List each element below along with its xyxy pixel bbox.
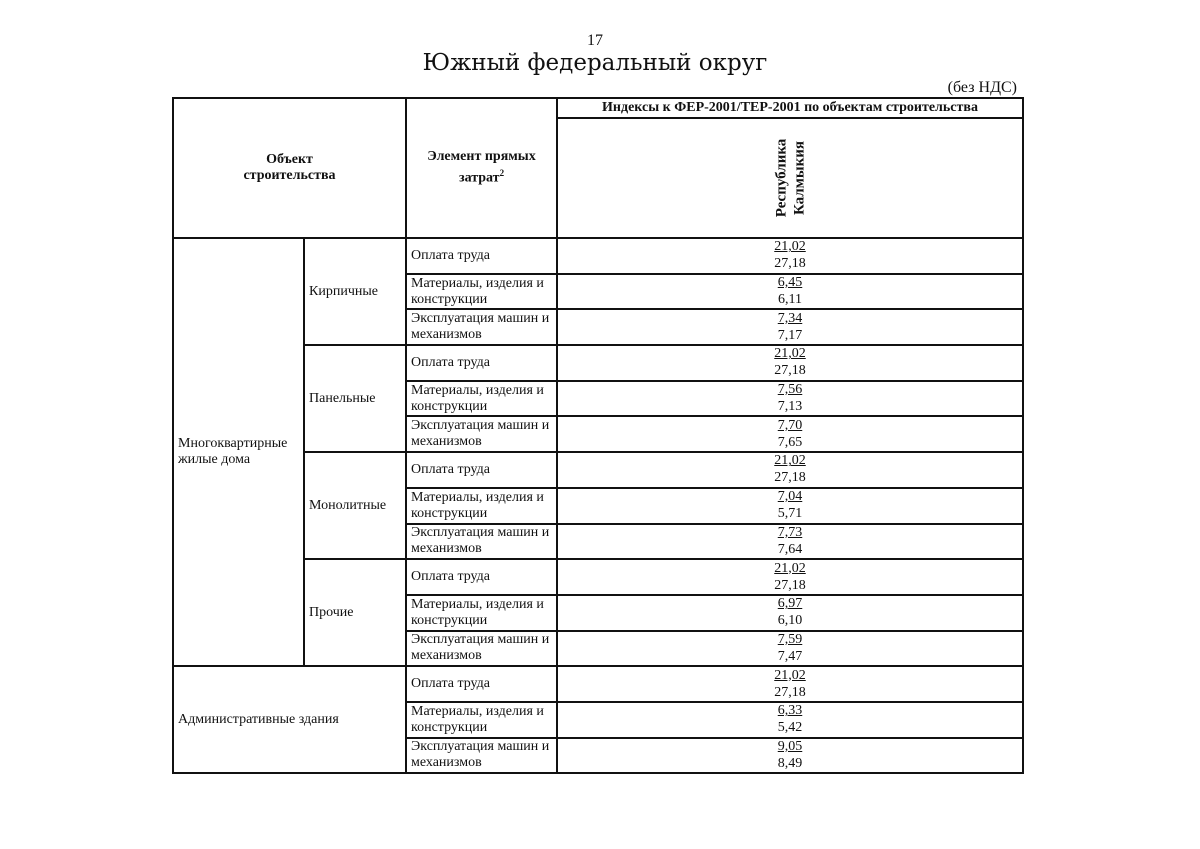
element-cell: Материалы, изделия и конструкции bbox=[406, 381, 557, 417]
value-previous: 7,64 bbox=[777, 541, 803, 557]
header-object-label: Объект строительства bbox=[243, 152, 336, 183]
value-previous: 6,11 bbox=[778, 292, 802, 308]
element-cell: Эксплуатация машин и механизмов bbox=[406, 416, 557, 452]
header-index-group: Индексы к ФЕР-2001/ТЕР-2001 по объектам строительства bbox=[557, 98, 1023, 118]
vat-note: (без НДС) bbox=[947, 79, 1017, 96]
value-cell bbox=[557, 309, 1023, 345]
value-cell bbox=[557, 631, 1023, 667]
element-cell: Оплата труда bbox=[406, 452, 557, 488]
element-cell: Оплата труда bbox=[406, 238, 557, 274]
value-current: 6,33 bbox=[777, 703, 803, 719]
value-cell bbox=[557, 524, 1023, 560]
header-region-line1: Республика bbox=[772, 138, 789, 218]
header-object bbox=[173, 98, 406, 238]
element-cell: Оплата труда bbox=[406, 666, 557, 702]
value-current: 7,04 bbox=[777, 489, 803, 505]
header-region-text bbox=[772, 139, 808, 218]
category-label: Административные здания bbox=[178, 711, 339, 727]
element-cell: Материалы, изделия и конструкции bbox=[406, 702, 557, 738]
value-previous: 7,47 bbox=[777, 648, 803, 664]
value-previous: 5,42 bbox=[777, 720, 803, 736]
value-current: 7,56 bbox=[777, 382, 803, 398]
element-cell: Оплата труда bbox=[406, 345, 557, 381]
element-cell: Материалы, изделия и конструкции bbox=[406, 595, 557, 631]
element-cell: Эксплуатация машин и механизмов bbox=[406, 738, 557, 774]
value-previous: 27,18 bbox=[774, 684, 806, 700]
value-current: 21,02 bbox=[774, 667, 806, 683]
value-current: 9,05 bbox=[777, 738, 803, 754]
value-cell bbox=[557, 416, 1023, 452]
header-region-line2: Калмыкия bbox=[790, 140, 807, 216]
value-previous: 7,17 bbox=[777, 327, 803, 343]
value-cell bbox=[557, 666, 1023, 702]
element-cell: Эксплуатация машин и механизмов bbox=[406, 309, 557, 345]
value-cell bbox=[557, 488, 1023, 524]
value-cell bbox=[557, 738, 1023, 774]
value-cell bbox=[557, 452, 1023, 488]
index-table-body bbox=[173, 98, 1023, 773]
value-current: 6,45 bbox=[777, 275, 803, 291]
value-previous: 7,65 bbox=[777, 434, 803, 450]
value-previous: 27,18 bbox=[774, 256, 806, 272]
subtype-cell: Прочие bbox=[304, 559, 406, 666]
element-cell: Эксплуатация машин и механизмов bbox=[406, 524, 557, 560]
element-cell: Эксплуатация машин и механизмов bbox=[406, 631, 557, 667]
header-region bbox=[557, 118, 1023, 238]
value-current: 7,34 bbox=[777, 310, 803, 326]
header-element-label: Элемент прямых затрат bbox=[427, 149, 536, 186]
value-current: 21,02 bbox=[774, 453, 806, 469]
value-current: 21,02 bbox=[774, 560, 806, 576]
element-cell: Оплата труда bbox=[406, 559, 557, 595]
category-cell bbox=[173, 238, 304, 666]
value-cell bbox=[557, 595, 1023, 631]
value-previous: 27,18 bbox=[774, 577, 806, 593]
page-title: Южный федеральный округ bbox=[422, 50, 768, 76]
value-previous: 27,18 bbox=[774, 363, 806, 379]
header-element bbox=[406, 98, 557, 238]
value-current: 6,97 bbox=[777, 596, 803, 612]
value-previous: 6,10 bbox=[777, 613, 803, 629]
value-cell bbox=[557, 381, 1023, 417]
value-previous: 8,49 bbox=[777, 755, 803, 771]
value-cell bbox=[557, 702, 1023, 738]
value-previous: 5,71 bbox=[777, 506, 803, 522]
header-row bbox=[173, 98, 1023, 118]
header-element-footnote: 2 bbox=[499, 168, 505, 179]
value-cell bbox=[557, 559, 1023, 595]
value-current: 21,02 bbox=[774, 346, 806, 362]
page-number: 17 bbox=[587, 32, 603, 49]
value-cell bbox=[557, 345, 1023, 381]
value-previous: 7,13 bbox=[777, 399, 803, 415]
subtype-cell: Монолитные bbox=[304, 452, 406, 559]
value-current: 21,02 bbox=[774, 239, 806, 255]
value-current: 7,59 bbox=[777, 631, 803, 647]
value-current: 7,70 bbox=[777, 417, 803, 433]
subtype-cell: Кирпичные bbox=[304, 238, 406, 345]
value-previous: 27,18 bbox=[774, 470, 806, 486]
value-cell bbox=[557, 238, 1023, 274]
category-label: Многоквартирные жилые дома bbox=[178, 436, 288, 468]
subtype-cell: Панельные bbox=[304, 345, 406, 452]
value-current: 7,73 bbox=[777, 524, 803, 540]
value-cell bbox=[557, 274, 1023, 310]
table-row bbox=[173, 666, 1023, 702]
category-cell bbox=[173, 666, 406, 773]
index-table bbox=[172, 97, 1024, 774]
table-row bbox=[173, 238, 1023, 274]
element-cell: Материалы, изделия и конструкции bbox=[406, 274, 557, 310]
element-cell: Материалы, изделия и конструкции bbox=[406, 488, 557, 524]
